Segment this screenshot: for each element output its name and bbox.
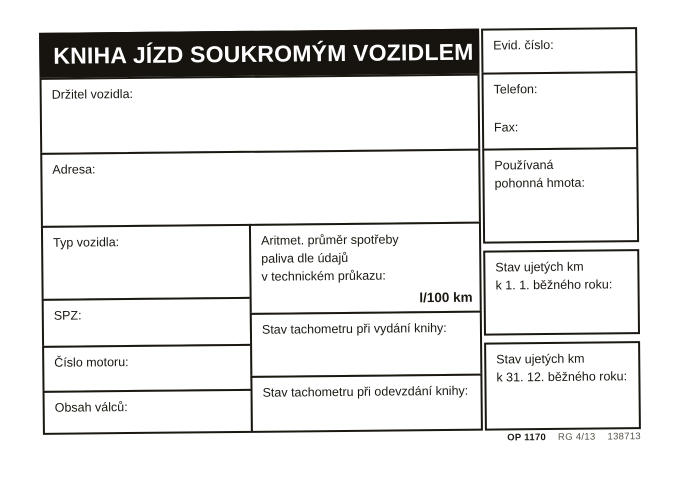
kniha-jizd-form [39,27,642,444]
aritmet-prumer-line1: Aritmet. průměr spotřeby [261,232,399,248]
form-title: KNIHA JÍZD SOUKROMÝM VOZIDLEM [53,38,474,69]
stav-km-1-1-cell [483,249,640,335]
aritmet-prumer-line2: paliva dle údajů [261,251,349,266]
aritmet-prumer-line3: v technickém průkazu: [261,268,386,285]
cislo-motoru-label: Číslo motoru: [54,355,129,370]
fax-label: Fax: [493,120,519,135]
pouzivana-pohonna-hmota-cell [482,147,639,243]
spz-label: SPZ: [53,308,82,323]
telefon-label: Telefon: [493,82,538,97]
footer-form-code: OP 1170 [507,432,547,444]
footer-print-code: RG 4/13 [557,431,596,443]
stav-km-1-1-line1: Stav ujetých km [495,259,584,275]
stav-tachometru-odevzdani-label: Stav tachometru při odevzdání knihy: [262,383,469,400]
form-footer [507,431,641,443]
stav-tachometru-vydani-label: Stav tachometru při vydání knihy: [261,320,447,337]
stav-km-31-12-line2: k 31. 12. běžného roku: [496,369,628,385]
footer-serial-number: 138713 [607,431,642,443]
cislo-motoru-cell [42,344,252,393]
spz-cell [42,297,252,348]
telefon-fax-cell [481,71,638,150]
obsah-valcu-label: Obsah válců: [54,400,128,415]
evid-cislo-label: Evid. číslo: [493,37,554,53]
stav-tachometru-vydani-cell [250,311,483,378]
title-bar [39,29,479,80]
obsah-valcu-cell [43,389,253,435]
evid-cislo-cell [481,27,637,74]
aritmet-prumer-cell [249,222,482,315]
stav-km-1-1-line2: k 1. 1. běžného roku: [495,277,613,293]
adresa-cell [40,149,481,228]
pouzivana-line2: pohonná hmota: [494,175,585,191]
typ-vozidla-label: Typ vozidla: [53,235,120,250]
stav-km-31-12-cell [484,341,641,430]
drzitel-vozidla-cell [40,74,481,155]
fuel-unit-label: l/100 km [419,290,473,306]
typ-vozidla-cell [41,224,252,301]
pouzivana-line1: Používaná [494,157,554,173]
stav-km-31-12-line1: Stav ujetých km [496,351,585,367]
stav-tachometru-odevzdani-cell [250,374,483,433]
drzitel-vozidla-label: Držitel vozidla: [51,86,134,102]
adresa-label: Adresa: [52,162,96,177]
